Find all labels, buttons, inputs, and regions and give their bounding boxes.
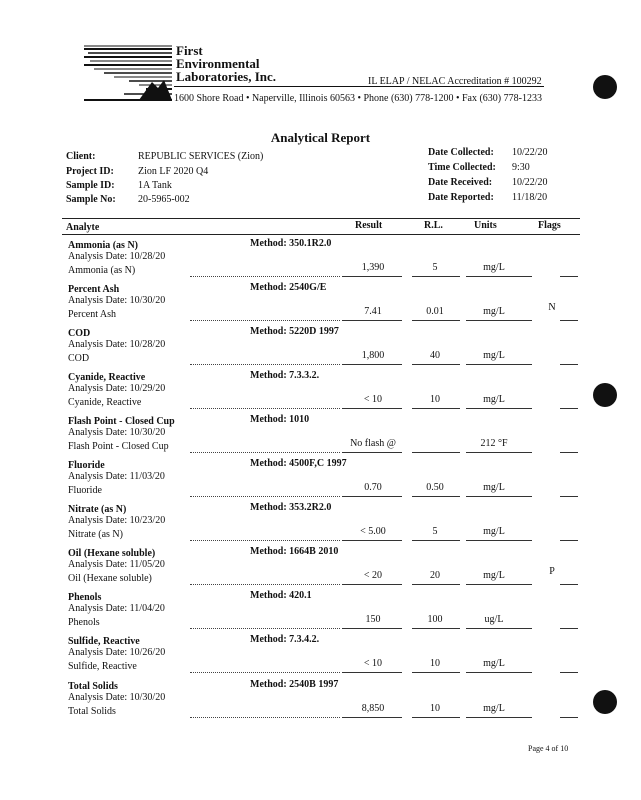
method-label: Method: 5220D 1997 [250, 326, 339, 337]
date-collected-label: Date Collected: [428, 147, 494, 158]
result-value: < 5.00 [360, 526, 386, 537]
result-row-label: Phenols [68, 617, 100, 628]
units-value: mg/L [483, 262, 505, 273]
column-underline [342, 408, 402, 409]
col-units: Units [474, 220, 497, 231]
column-underline [342, 364, 402, 365]
result-row-label: Oil (Hexane soluble) [68, 573, 152, 584]
method-label: Method: 350.1R2.0 [250, 238, 332, 249]
flag-value: P [549, 566, 555, 577]
units-value: mg/L [483, 394, 505, 405]
column-underline [342, 672, 402, 673]
method-label: Method: 353.2R2.0 [250, 502, 332, 513]
method-label: Method: 2540G/E [250, 282, 327, 293]
method-label: Method: 420.1 [250, 590, 312, 601]
result-row-label: Fluoride [68, 485, 102, 496]
result-value: < 10 [363, 394, 383, 405]
column-underline [342, 540, 402, 541]
client-value: REPUBLIC SERVICES (Zion) [138, 151, 264, 162]
column-underline [412, 452, 460, 453]
row-divider [190, 672, 340, 673]
column-underline [412, 540, 460, 541]
binder-hole [593, 75, 617, 99]
company-logo [84, 44, 174, 104]
column-underline [342, 452, 402, 453]
analysis-date: Analysis Date: 10/30/20 [68, 295, 166, 306]
column-underline [510, 320, 532, 321]
column-underline [510, 584, 532, 585]
result-row-label: Ammonia (as N) [68, 265, 136, 276]
method-label: Method: 7.3.4.2. [250, 634, 320, 645]
column-underline [510, 408, 532, 409]
units-value: mg/L [483, 570, 505, 581]
analyte-heading: Fluoride [68, 460, 105, 471]
result-row-label: Percent Ash [68, 309, 117, 320]
result-row-label: COD [68, 353, 90, 364]
column-underline [412, 496, 460, 497]
analyte-heading: Nitrate (as N) [68, 504, 127, 515]
analyte-heading: Sulfide, Reactive [68, 636, 140, 647]
date-collected-value: 10/22/20 [512, 147, 548, 158]
rl-value: 10 [430, 394, 440, 405]
row-divider [190, 540, 340, 541]
column-underline [510, 364, 532, 365]
column-underline [560, 452, 578, 453]
method-label: Method: 1664B 2010 [250, 546, 339, 557]
row-divider [190, 276, 340, 277]
sample-no-label: Sample No: [66, 194, 116, 205]
analyte-heading: Phenols [68, 592, 102, 603]
column-underline [412, 320, 460, 321]
column-underline [510, 628, 532, 629]
row-divider [190, 496, 340, 497]
report-title: Analytical Report [270, 130, 371, 145]
project-value: Zion LF 2020 Q4 [138, 166, 209, 177]
company-line-3: Laboratories, Inc. [176, 69, 277, 84]
units-value: mg/L [483, 350, 505, 361]
result-row-label: Cyanide, Reactive [68, 397, 142, 408]
column-underline [560, 628, 578, 629]
date-reported-label: Date Reported: [428, 192, 494, 203]
analyte-heading: Total Solids [68, 681, 118, 692]
col-flags: Flags [538, 220, 561, 231]
sample-id-label: Sample ID: [66, 180, 115, 191]
column-underline [560, 408, 578, 409]
result-row-label: Nitrate (as N) [68, 529, 123, 540]
row-divider [190, 628, 340, 629]
date-received-value: 10/22/20 [512, 177, 548, 188]
row-divider [190, 584, 340, 585]
column-underline [560, 672, 578, 673]
analysis-date: Analysis Date: 10/29/20 [68, 383, 166, 394]
method-label: Method: 7.3.3.2. [250, 370, 320, 381]
date-received-label: Date Received: [428, 177, 493, 188]
column-underline [342, 276, 402, 277]
analyte-heading: Flash Point - Closed Cup [68, 416, 175, 427]
row-divider [190, 717, 340, 718]
result-row-label: Total Solids [68, 706, 116, 717]
sample-no-value: 20-5965-002 [138, 194, 190, 205]
analysis-date: Analysis Date: 10/28/20 [68, 339, 166, 350]
page-number: Page 4 of 10 [528, 744, 569, 753]
result-value: < 20 [363, 570, 383, 581]
method-label: Method: 4500F,C 1997 [250, 458, 347, 469]
analysis-date: Analysis Date: 11/03/20 [68, 471, 165, 482]
rl-value: 10 [430, 703, 440, 714]
result-value: 7.41 [364, 306, 382, 317]
rl-value: 20 [430, 570, 440, 581]
column-underline [412, 364, 460, 365]
col-rl: R.L. [424, 220, 443, 231]
project-label: Project ID: [66, 166, 114, 177]
units-value: mg/L [483, 306, 505, 317]
analysis-date: Analysis Date: 10/30/20 [68, 692, 166, 703]
company-name [176, 44, 276, 83]
analyte-heading: Ammonia (as N) [68, 240, 138, 251]
column-underline [412, 276, 460, 277]
result-value: 0.70 [364, 482, 382, 493]
column-underline [560, 364, 578, 365]
column-underline [560, 496, 578, 497]
column-underline [412, 584, 460, 585]
column-underline [510, 452, 532, 453]
units-value: mg/L [483, 526, 505, 537]
rl-value: 0.01 [426, 306, 444, 317]
column-underline [342, 320, 402, 321]
column-underline [412, 408, 460, 409]
result-value: 1,800 [361, 350, 385, 361]
column-underline [412, 672, 460, 673]
analysis-date: Analysis Date: 11/05/20 [68, 559, 165, 570]
column-underline [342, 717, 402, 718]
units-value: mg/L [483, 482, 505, 493]
header-bottom-rule [62, 234, 580, 235]
column-underline [510, 717, 532, 718]
column-underline [560, 717, 578, 718]
column-underline [560, 320, 578, 321]
column-underline [510, 276, 532, 277]
column-underline [510, 672, 532, 673]
result-row-label: Sulfide, Reactive [68, 661, 137, 672]
header-top-rule [62, 218, 580, 219]
analysis-date: Analysis Date: 10/23/20 [68, 515, 166, 526]
result-value: < 10 [363, 658, 383, 669]
binder-hole [593, 383, 617, 407]
col-analyte: Analyte [66, 222, 100, 233]
rl-value: 0.50 [426, 482, 444, 493]
row-divider [190, 452, 340, 453]
result-row-label: Flash Point - Closed Cup [68, 441, 169, 452]
row-divider [190, 320, 340, 321]
column-underline [560, 276, 578, 277]
client-label: Client: [66, 151, 96, 162]
column-underline [510, 496, 532, 497]
column-underline [412, 628, 460, 629]
column-underline [560, 584, 578, 585]
column-underline [342, 584, 402, 585]
time-collected-label: Time Collected: [428, 162, 496, 173]
units-value: mg/L [483, 658, 505, 669]
result-value: 8,850 [361, 703, 385, 714]
rl-value: 100 [427, 614, 443, 625]
result-value: No flash @ [350, 438, 396, 449]
units-value: ug/L [484, 614, 504, 625]
col-result: Result [355, 220, 383, 231]
analysis-date: Analysis Date: 11/04/20 [68, 603, 165, 614]
column-underline [342, 628, 402, 629]
analysis-date: Analysis Date: 10/30/20 [68, 427, 166, 438]
flag-value: N [548, 302, 556, 313]
units-value: 212 °F [480, 438, 508, 449]
time-collected-value: 9:30 [512, 162, 530, 173]
company-line-2: Environmental [176, 56, 260, 71]
rl-value: 10 [430, 658, 440, 669]
rl-value: 5 [432, 526, 438, 537]
method-label: Method: 1010 [250, 414, 310, 425]
analyte-heading: Cyanide, Reactive [68, 372, 146, 383]
row-divider [190, 408, 340, 409]
column-underline [560, 540, 578, 541]
analyte-heading: Oil (Hexane soluble) [68, 548, 156, 559]
company-line-1: First [176, 43, 203, 58]
column-underline [342, 496, 402, 497]
column-underline [412, 717, 460, 718]
units-value: mg/L [483, 703, 505, 714]
accreditation: IL ELAP / NELAC Accreditation # 100292 [368, 76, 542, 87]
lab-address: 1600 Shore Road • Naperville, Illinois 60563 • Phone (630) 778-1200 • Fax (630) 778-1233 [174, 93, 542, 104]
column-underline [510, 540, 532, 541]
date-reported-value: 11/18/20 [512, 192, 548, 203]
result-value: 150 [365, 614, 381, 625]
rl-value: 40 [430, 350, 440, 361]
method-label: Method: 2540B 1997 [250, 679, 339, 690]
analysis-date: Analysis Date: 10/26/20 [68, 647, 166, 658]
analyte-heading: COD [68, 328, 91, 339]
rl-value: 5 [432, 262, 438, 273]
row-divider [190, 364, 340, 365]
sample-id-value: 1A Tank [138, 180, 172, 191]
result-value: 1,390 [361, 262, 385, 273]
analyte-heading: Percent Ash [68, 284, 120, 295]
binder-hole [593, 690, 617, 714]
analysis-date: Analysis Date: 10/28/20 [68, 251, 166, 262]
